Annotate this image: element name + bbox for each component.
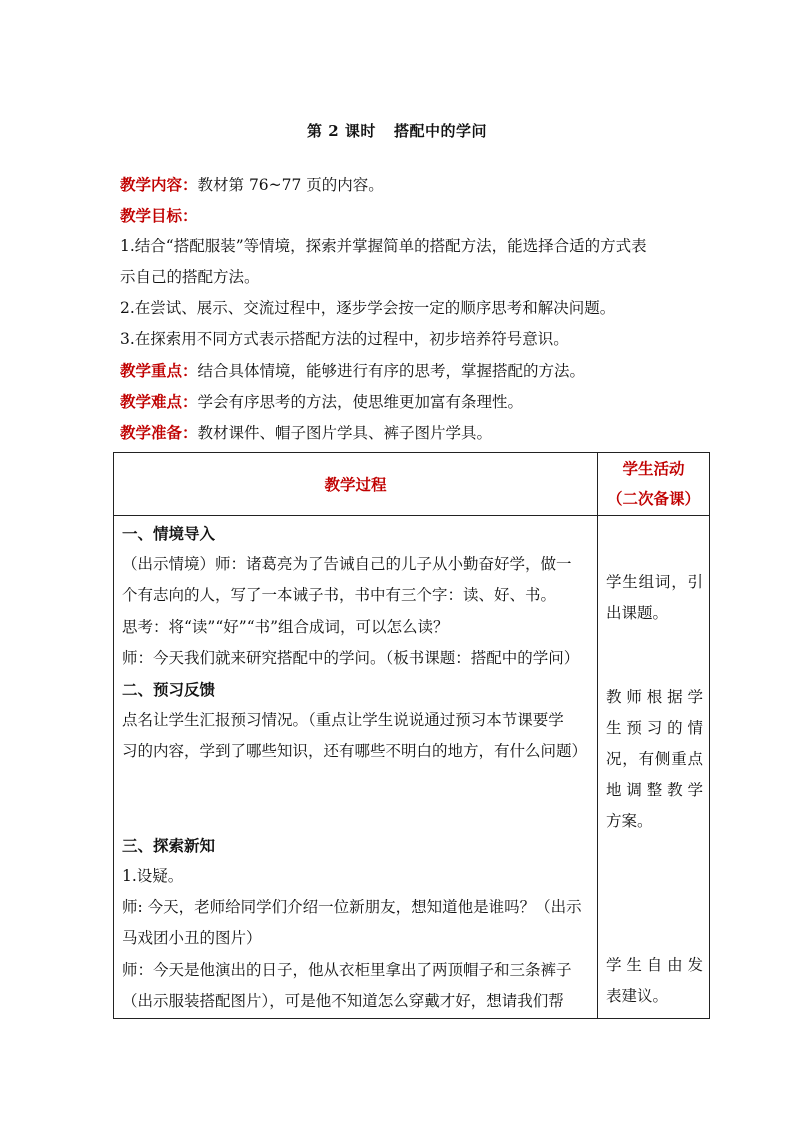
difficulty-text: 学会有序思考的方法，使思维更加富有条理性。 [197,393,524,411]
lesson-info [120,169,680,448]
header-activity-line-1: 学生活动 [622,459,685,478]
activity-2-line-2: 生预习的情 [606,719,703,737]
process-line [122,799,593,830]
process-line: 师：今天我们就来研究搭配中的学问。（板书课题：搭配中的学问） [122,648,580,667]
key-label: 教学重点： [120,361,198,380]
goal-1-line-2: 示自己的搭配方法。 [120,268,260,286]
activity-group-2 [606,682,703,837]
activity-3-line-2: 表建议。 [606,987,669,1005]
page-title [0,120,794,141]
goal-2: 2.在尝试、展示、交流过程中，逐步学会按一定的顺序思考和解决问题。 [120,299,616,317]
activity-2-line-3: 况，有侧重点 [606,750,703,768]
goals-line [120,200,680,231]
header-activity-line-2: （二次备课） [606,489,700,508]
preparation-line [120,417,680,448]
activity-2-line-5: 方案。 [606,812,653,830]
activity-1-line-2: 出课题。 [606,604,669,622]
process-line: 马戏团小丑的图片） [122,929,262,948]
section-heading: 一、情境导入 [122,524,216,543]
table-header-row [114,453,710,516]
activity-2-line-1: 教师根据学 [606,688,703,706]
content-label: 教学内容： [120,175,198,194]
activity-group-1 [606,567,703,629]
preparation-label: 教学准备： [120,423,198,442]
preparation-text: 教材课件、帽子图片学具、裤子图片学具。 [197,424,493,442]
process-line: （出示情境）师：诸葛亮为了告诫自己的儿子从小勤奋好学，做一 [122,555,572,574]
lesson-number: 第 2 课时 [307,122,376,140]
activity-group-3 [606,950,703,1012]
process-line [122,768,593,799]
section-heading: 二、预习反馈 [122,679,216,699]
section-heading: 三、探索新知 [122,835,216,855]
process-lines [122,518,593,1017]
process-line: 个有志向的人，写了一本诫子书，书中有三个字：读、好、书。 [122,586,557,605]
difficulty-line [120,386,680,417]
header-process: 教学过程 [114,453,598,516]
lesson-topic: 搭配中的学问 [393,122,487,140]
process-line: 师：今天是他演出的日子，他从衣柜里拿出了两顶帽子和三条裤子 [122,960,572,979]
content-text: 教材第 76~77 页的内容。 [197,176,384,194]
process-line: 习的内容，学到了哪些知识，还有哪些不明白的地方，有什么问题） [122,742,588,761]
key-text: 结合具体情境，能够进行有序的思考，掌握搭配的方法。 [197,362,586,380]
process-line: （出示服装搭配图片），可是他不知道怎么穿戴才好，想请我们帮 [122,991,564,1010]
activity-3-line-1: 学生自由发 [606,956,703,974]
goal-1-line-1: 1.结合“搭配服装”等情境，探索并掌握简单的搭配方法，能选择合适的方式表 [120,237,647,255]
lesson-table [113,452,710,1019]
activity-cell [598,516,710,1019]
process-line: 师: 今天，老师给同学们介绍一位新朋友，想知道他是谁吗？（出示 [122,898,582,917]
key-line [120,355,680,386]
activity-2-line-4: 地调整教学 [606,781,703,799]
process-line: 点名让学生汇报预习情况。（重点让学生说说通过预习本节课要学 [122,711,564,730]
difficulty-label: 教学难点： [120,392,198,411]
process-cell [114,516,598,1019]
header-activity [598,453,710,516]
activity-1-line-1: 学生组词，引 [606,573,703,591]
goal-3: 3.在探索用不同方式表示搭配方法的过程中，初步培养符号意识。 [120,330,569,348]
process-line: 1.设疑。 [122,867,184,886]
table-body-row [114,516,710,1019]
process-line: 思考：将“读”“好”“书”组合成词，可以怎么读？ [122,617,449,636]
content-line [120,169,680,200]
goals-label: 教学目标： [120,206,198,225]
